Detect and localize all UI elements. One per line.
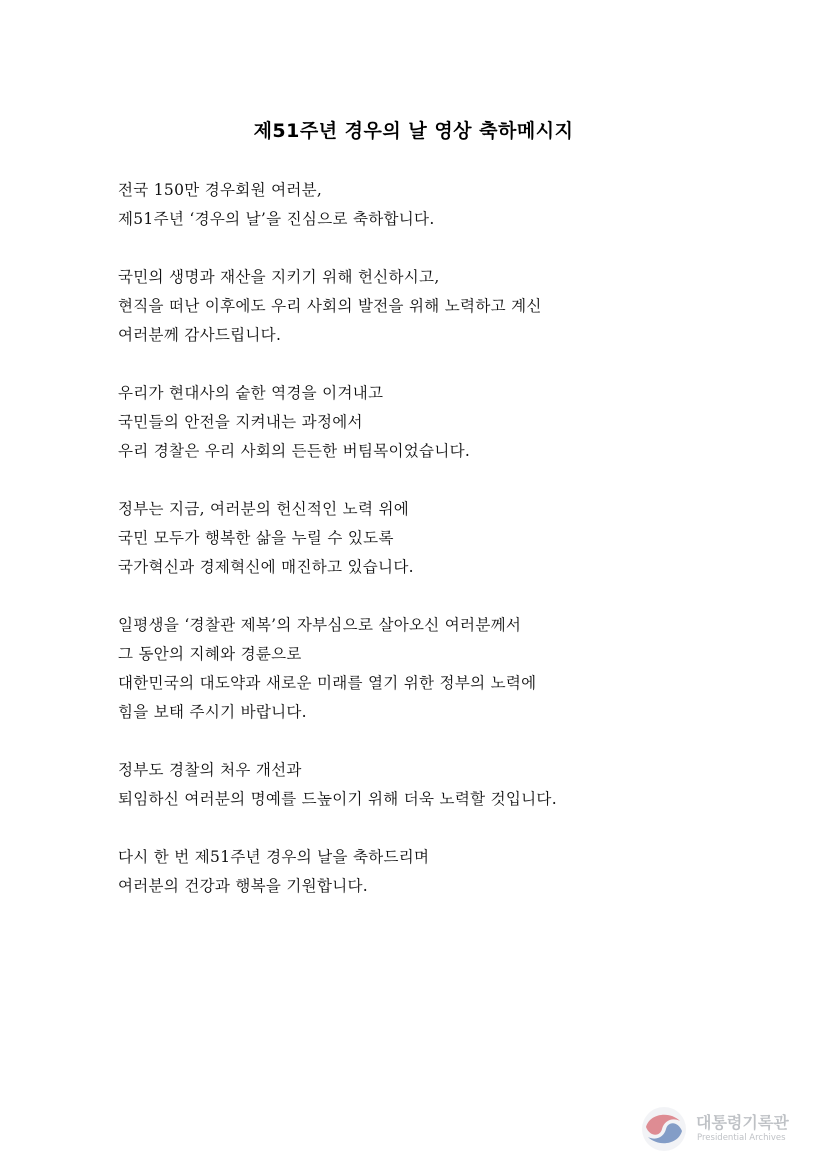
text-line: 여러분께 감사드립니다. xyxy=(118,326,282,344)
paragraph-promise xyxy=(118,756,738,814)
text-line: 국가혁신과 경제혁신에 매진하고 있습니다. xyxy=(118,558,414,576)
paragraph-request xyxy=(118,611,738,727)
paragraph-gratitude xyxy=(118,263,738,350)
text-line: 국민의 생명과 재산을 지키기 위해 헌신하시고, xyxy=(118,268,440,286)
archives-name-korean: 대통령기록관 xyxy=(696,1113,789,1132)
archives-name-english: Presidential Archives xyxy=(697,1133,786,1143)
text-line: 국민들의 안전을 지켜내는 과정에서 xyxy=(118,413,363,431)
text-line: 현직을 떠난 이후에도 우리 사회의 발전을 위해 노력하고 계신 xyxy=(118,297,542,315)
text-line: 정부는 지금, 여러분의 헌신적인 노력 위에 xyxy=(118,500,410,518)
document-title: 제51주년 경우의 날 영상 축하메시지 xyxy=(253,120,574,142)
text-line: 다시 한 번 제51주년 경우의 날을 축하드리며 xyxy=(118,848,430,866)
text-line: 대한민국의 대도약과 새로운 미래를 열기 위한 정부의 노력에 xyxy=(118,674,537,692)
message-body xyxy=(118,176,738,930)
text-line: 일평생을 ‘경찰관 제복’의 자부심으로 살아오신 여러분께서 xyxy=(118,616,522,634)
presidential-archives-watermark xyxy=(640,1103,815,1153)
paragraph-history xyxy=(118,379,738,466)
paragraph-closing xyxy=(118,843,738,901)
text-line: 정부도 경찰의 처우 개선과 xyxy=(118,761,302,779)
paragraph-greeting xyxy=(118,176,738,234)
text-line: 제51주년 ‘경우의 날’을 진심으로 축하합니다. xyxy=(118,210,435,228)
text-line: 여러분의 건강과 행복을 기원합니다. xyxy=(118,877,369,895)
text-line: 전국 150만 경우회원 여러분, xyxy=(118,181,323,199)
text-line: 우리 경찰은 우리 사회의 든든한 버팀목이었습니다. xyxy=(118,442,471,460)
text-line: 그 동안의 지혜와 경륜으로 xyxy=(118,645,302,663)
paragraph-government xyxy=(118,495,738,582)
text-line: 퇴임하신 여러분의 명예를 드높이기 위해 더욱 노력할 것입니다. xyxy=(118,790,557,808)
text-line: 우리가 현대사의 숱한 역경을 이겨내고 xyxy=(118,384,384,402)
text-line: 힘을 보태 주시기 바랍니다. xyxy=(118,703,307,721)
taegeuk-emblem-icon xyxy=(640,1105,688,1153)
text-line: 국민 모두가 행복한 삶을 누릴 수 있도록 xyxy=(118,529,394,547)
